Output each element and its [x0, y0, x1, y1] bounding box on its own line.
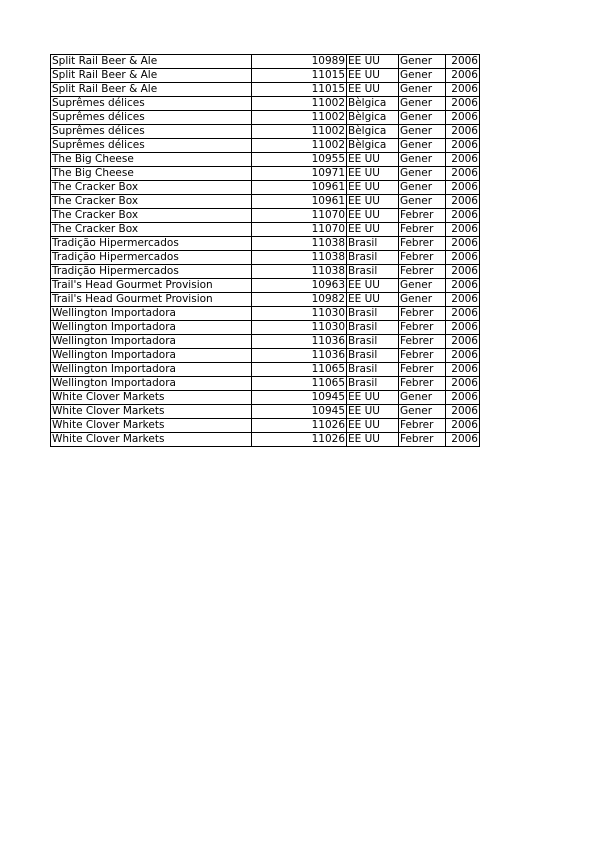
customer-name-cell: The Big Cheese: [51, 153, 252, 167]
year-cell: 2006: [446, 279, 480, 293]
country-cell: EE UU: [347, 419, 399, 433]
customer-name-cell: The Cracker Box: [51, 181, 252, 195]
customer-name-cell: Suprêmes délices: [51, 139, 252, 153]
order-id-cell: 11038: [252, 237, 347, 251]
customer-name-cell: The Cracker Box: [51, 209, 252, 223]
order-id-cell: 11065: [252, 363, 347, 377]
month-cell: Gener: [399, 293, 446, 307]
country-cell: EE UU: [347, 223, 399, 237]
country-cell: Brasil: [347, 237, 399, 251]
customer-name-cell: The Big Cheese: [51, 167, 252, 181]
month-cell: Febrer: [399, 321, 446, 335]
month-cell: Febrer: [399, 237, 446, 251]
year-cell: 2006: [446, 97, 480, 111]
table-row: [51, 55, 480, 69]
year-cell: 2006: [446, 377, 480, 391]
year-cell: 2006: [446, 265, 480, 279]
table-row: [51, 125, 480, 139]
year-cell: 2006: [446, 349, 480, 363]
order-id-cell: 11002: [252, 97, 347, 111]
country-cell: EE UU: [347, 405, 399, 419]
customer-name-cell: Suprêmes délices: [51, 97, 252, 111]
country-cell: EE UU: [347, 391, 399, 405]
month-cell: Gener: [399, 139, 446, 153]
customer-name-cell: White Clover Markets: [51, 419, 252, 433]
customer-name-cell: Split Rail Beer & Ale: [51, 55, 252, 69]
customer-name-cell: White Clover Markets: [51, 433, 252, 447]
country-cell: Brasil: [347, 363, 399, 377]
customer-name-cell: Wellington Importadora: [51, 349, 252, 363]
year-cell: 2006: [446, 321, 480, 335]
order-id-cell: 11038: [252, 265, 347, 279]
month-cell: Gener: [399, 167, 446, 181]
customer-name-cell: Wellington Importadora: [51, 335, 252, 349]
order-id-cell: 11002: [252, 139, 347, 153]
order-id-cell: 11026: [252, 433, 347, 447]
month-cell: Gener: [399, 111, 446, 125]
month-cell: Gener: [399, 391, 446, 405]
order-id-cell: 11030: [252, 321, 347, 335]
table-row: [51, 335, 480, 349]
country-cell: Brasil: [347, 265, 399, 279]
country-cell: EE UU: [347, 279, 399, 293]
customer-name-cell: White Clover Markets: [51, 391, 252, 405]
month-cell: Febrer: [399, 251, 446, 265]
month-cell: Febrer: [399, 433, 446, 447]
month-cell: Febrer: [399, 265, 446, 279]
customer-name-cell: The Cracker Box: [51, 223, 252, 237]
table-row: [51, 377, 480, 391]
year-cell: 2006: [446, 391, 480, 405]
order-id-cell: 11036: [252, 335, 347, 349]
table-row: [51, 349, 480, 363]
table-row: [51, 167, 480, 181]
country-cell: EE UU: [347, 153, 399, 167]
order-id-cell: 11002: [252, 125, 347, 139]
customer-name-cell: The Cracker Box: [51, 195, 252, 209]
year-cell: 2006: [446, 181, 480, 195]
country-cell: Bèlgica: [347, 125, 399, 139]
order-id-cell: 11002: [252, 111, 347, 125]
table-row: [51, 433, 480, 447]
table-row: [51, 69, 480, 83]
order-id-cell: 11038: [252, 251, 347, 265]
customer-name-cell: Wellington Importadora: [51, 377, 252, 391]
country-cell: Brasil: [347, 377, 399, 391]
year-cell: 2006: [446, 363, 480, 377]
table-row: [51, 293, 480, 307]
year-cell: 2006: [446, 111, 480, 125]
year-cell: 2006: [446, 419, 480, 433]
year-cell: 2006: [446, 293, 480, 307]
country-cell: Brasil: [347, 321, 399, 335]
country-cell: Brasil: [347, 251, 399, 265]
table-row: [51, 83, 480, 97]
year-cell: 2006: [446, 209, 480, 223]
month-cell: Febrer: [399, 419, 446, 433]
customer-name-cell: Suprêmes délices: [51, 125, 252, 139]
customer-name-cell: Split Rail Beer & Ale: [51, 83, 252, 97]
month-cell: Febrer: [399, 223, 446, 237]
customer-name-cell: Wellington Importadora: [51, 363, 252, 377]
month-cell: Febrer: [399, 377, 446, 391]
table-row: [51, 265, 480, 279]
month-cell: Gener: [399, 97, 446, 111]
year-cell: 2006: [446, 223, 480, 237]
table-row: [51, 307, 480, 321]
order-id-cell: 11015: [252, 83, 347, 97]
country-cell: Bèlgica: [347, 97, 399, 111]
country-cell: EE UU: [347, 167, 399, 181]
year-cell: 2006: [446, 55, 480, 69]
customer-name-cell: Tradição Hipermercados: [51, 237, 252, 251]
table-row: [51, 391, 480, 405]
table-row: [51, 251, 480, 265]
order-id-cell: 10982: [252, 293, 347, 307]
month-cell: Gener: [399, 69, 446, 83]
customer-name-cell: Wellington Importadora: [51, 307, 252, 321]
table-row: [51, 321, 480, 335]
year-cell: 2006: [446, 307, 480, 321]
month-cell: Gener: [399, 153, 446, 167]
month-cell: Gener: [399, 195, 446, 209]
customer-name-cell: Trail's Head Gourmet Provision: [51, 293, 252, 307]
table-row: [51, 279, 480, 293]
month-cell: Gener: [399, 125, 446, 139]
country-cell: EE UU: [347, 195, 399, 209]
table-row: [51, 237, 480, 251]
order-id-cell: 11070: [252, 209, 347, 223]
country-cell: EE UU: [347, 181, 399, 195]
order-id-cell: 10945: [252, 405, 347, 419]
year-cell: 2006: [446, 237, 480, 251]
orders-table-body: [51, 55, 480, 447]
table-row: [51, 363, 480, 377]
country-cell: Bèlgica: [347, 139, 399, 153]
order-id-cell: 10971: [252, 167, 347, 181]
year-cell: 2006: [446, 335, 480, 349]
customer-name-cell: Wellington Importadora: [51, 321, 252, 335]
month-cell: Febrer: [399, 307, 446, 321]
month-cell: Febrer: [399, 335, 446, 349]
table-row: [51, 223, 480, 237]
customer-name-cell: Trail's Head Gourmet Provision: [51, 279, 252, 293]
order-id-cell: 11026: [252, 419, 347, 433]
table-row: [51, 139, 480, 153]
month-cell: Febrer: [399, 363, 446, 377]
year-cell: 2006: [446, 139, 480, 153]
order-id-cell: 10961: [252, 195, 347, 209]
order-id-cell: 10989: [252, 55, 347, 69]
year-cell: 2006: [446, 433, 480, 447]
country-cell: EE UU: [347, 69, 399, 83]
table-row: [51, 111, 480, 125]
month-cell: Gener: [399, 181, 446, 195]
customer-name-cell: Tradição Hipermercados: [51, 251, 252, 265]
order-id-cell: 11030: [252, 307, 347, 321]
country-cell: Brasil: [347, 307, 399, 321]
table-row: [51, 405, 480, 419]
order-id-cell: 11065: [252, 377, 347, 391]
customer-name-cell: Split Rail Beer & Ale: [51, 69, 252, 83]
table-row: [51, 195, 480, 209]
year-cell: 2006: [446, 125, 480, 139]
country-cell: EE UU: [347, 433, 399, 447]
country-cell: Brasil: [347, 335, 399, 349]
year-cell: 2006: [446, 153, 480, 167]
order-id-cell: 10963: [252, 279, 347, 293]
order-id-cell: 11036: [252, 349, 347, 363]
month-cell: Gener: [399, 83, 446, 97]
order-id-cell: 10955: [252, 153, 347, 167]
year-cell: 2006: [446, 251, 480, 265]
table-row: [51, 209, 480, 223]
year-cell: 2006: [446, 405, 480, 419]
year-cell: 2006: [446, 167, 480, 181]
orders-table: [50, 54, 480, 447]
customer-name-cell: White Clover Markets: [51, 405, 252, 419]
customer-name-cell: Suprêmes délices: [51, 111, 252, 125]
order-id-cell: 10961: [252, 181, 347, 195]
country-cell: Brasil: [347, 349, 399, 363]
year-cell: 2006: [446, 195, 480, 209]
month-cell: Gener: [399, 405, 446, 419]
month-cell: Gener: [399, 55, 446, 69]
month-cell: Febrer: [399, 209, 446, 223]
customer-name-cell: Tradição Hipermercados: [51, 265, 252, 279]
table-row: [51, 153, 480, 167]
table-row: [51, 97, 480, 111]
country-cell: EE UU: [347, 293, 399, 307]
month-cell: Gener: [399, 279, 446, 293]
country-cell: EE UU: [347, 55, 399, 69]
order-id-cell: 10945: [252, 391, 347, 405]
year-cell: 2006: [446, 83, 480, 97]
month-cell: Febrer: [399, 349, 446, 363]
order-id-cell: 11015: [252, 69, 347, 83]
country-cell: EE UU: [347, 209, 399, 223]
year-cell: 2006: [446, 69, 480, 83]
table-row: [51, 419, 480, 433]
order-id-cell: 11070: [252, 223, 347, 237]
country-cell: Bèlgica: [347, 111, 399, 125]
country-cell: EE UU: [347, 83, 399, 97]
table-row: [51, 181, 480, 195]
